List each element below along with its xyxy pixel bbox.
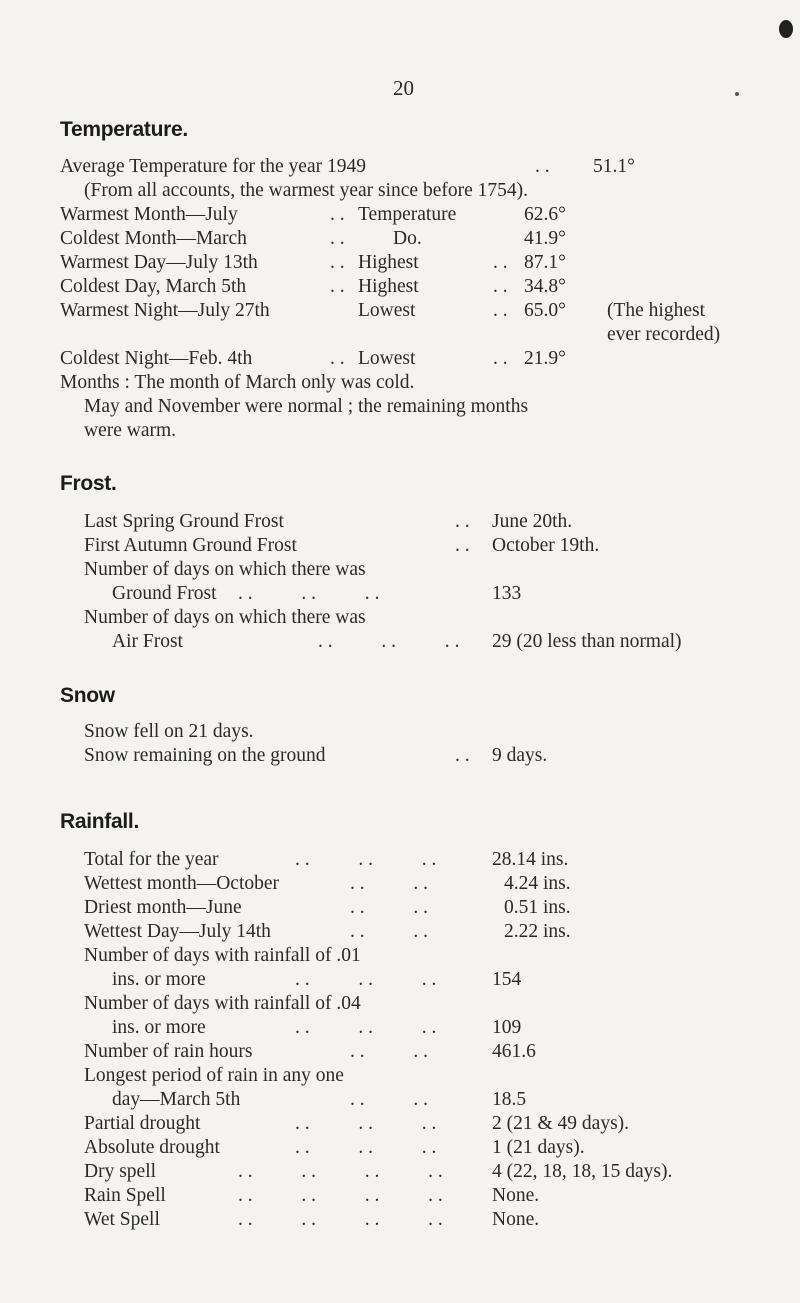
row-dots: . . [330,276,345,297]
row-value: 62.6° [524,204,566,225]
row-label: First Autumn Ground Frost [84,535,297,556]
row-label: Warmest Night—July 27th [60,300,270,321]
row-value: 0.51 ins. [504,897,571,918]
longest-label-1: Longest period of rain in any one [84,1065,344,1086]
rain-hours-dots: . . . . [350,1041,428,1062]
row-label: Warmest Month—July [60,204,238,225]
row-label: Coldest Month—March [60,228,247,249]
air-frost-label-1: Number of days on which there was [84,607,366,628]
row-value: None. [492,1185,540,1206]
row-dots: . . . . [350,873,428,894]
rain-hours-value: 461.6 [492,1041,536,1062]
row-dots: . . . . . . . . [238,1185,443,1206]
months-line-3: were warm. [84,420,177,441]
average-dots: . . [535,156,550,177]
row-value: 2 (21 & 49 days). [492,1113,630,1134]
snow-line-2-dots: . . [455,745,470,766]
days-04-label-1: Number of days with rainfall of .04 [84,993,361,1014]
row-value: 1 (21 days). [492,1137,585,1158]
row-label: Absolute drought [84,1137,220,1158]
average-value: 51.1° [593,156,635,177]
air-frost-dots: . . . . . . [318,631,460,652]
months-line-2: May and November were normal ; the remaining months [84,396,529,417]
row-measure: Highest [358,252,419,273]
row-dots: . . [330,204,345,225]
row-dots2: . . [493,300,508,321]
days-04-dots: . . . . . . [295,1017,437,1038]
snow-heading: Snow [60,684,115,707]
row-value: 34.8° [524,276,566,297]
frost-heading: Frost. [60,472,117,495]
row-value: 28.14 ins. [492,849,569,870]
row-dots: . . . . . . . . [238,1209,443,1230]
row-value: 65.0° [524,300,566,321]
row-label: Wettest month—October [84,873,280,894]
row-dots: . . . . . . [295,849,437,870]
row-value: October 19th. [492,535,600,556]
row-label: Dry spell [84,1161,157,1182]
warmest-night-note-1: (The highest [607,300,706,321]
air-frost-label-2: Air Frost [112,631,183,652]
row-dots2: . . [493,276,508,297]
row-measure: Do. [393,228,422,249]
row-dots: . . [330,252,345,273]
average-label: Average Temperature for the year 1949 [60,156,366,177]
row-value: 4.24 ins. [504,873,571,894]
ground-frost-value: 133 [492,583,522,604]
days-01-label-1: Number of days with rainfall of .01 [84,945,361,966]
row-label: Rain Spell [84,1185,166,1206]
row-label: Warmest Day—July 13th [60,252,258,273]
temperature-heading: Temperature. [60,118,188,141]
row-dots: . . . . . . . . [238,1161,443,1182]
temperature-note: (From all accounts, the warmest year since before 1754). [84,180,529,201]
row-value: June 20th. [492,511,573,532]
row-value: 21.9° [524,348,566,369]
row-measure: Lowest [358,300,416,321]
row-dots2: . . [493,252,508,273]
row-dots2: . . [493,348,508,369]
row-label: Total for the year [84,849,219,870]
row-measure: Temperature [358,204,457,225]
days-04-label-2: ins. or more [112,1017,206,1038]
rainfall-heading: Rainfall. [60,810,139,833]
rain-hours-label: Number of rain hours [84,1041,253,1062]
row-label: Coldest Day, March 5th [60,276,247,297]
days-04-value: 109 [492,1017,522,1038]
row-label: Partial drought [84,1113,201,1134]
row-label: Driest month—June [84,897,242,918]
ink-blot [779,20,793,38]
row-dots: . . . . . . [295,1113,437,1134]
page-number: 20 [393,76,414,100]
row-value: None. [492,1209,540,1230]
row-value: 87.1° [524,252,566,273]
row-dots: . . . . [350,897,428,918]
row-dots: . . [330,348,345,369]
row-value: 4 (22, 18, 18, 15 days). [492,1161,673,1182]
row-label: Wettest Day—July 14th [84,921,271,942]
row-value: 2.22 ins. [504,921,571,942]
longest-value: 18.5 [492,1089,527,1110]
row-dots: . . [455,511,470,532]
longest-label-2: day—March 5th [112,1089,241,1110]
ground-frost-dots: . . . . . . [238,583,380,604]
row-label: Coldest Night—Feb. 4th [60,348,253,369]
longest-dots: . . . . [350,1089,428,1110]
snow-line-2-label: Snow remaining on the ground [84,745,326,766]
days-01-value: 154 [492,969,522,990]
speck [735,92,739,96]
air-frost-value: 29 (20 less than normal) [492,631,682,652]
ground-frost-label-1: Number of days on which there was [84,559,366,580]
row-measure: Highest [358,276,419,297]
row-dots: . . [330,228,345,249]
row-dots: . . . . [350,921,428,942]
row-measure: Lowest [358,348,416,369]
snow-line-1: Snow fell on 21 days. [84,721,254,742]
row-label: Wet Spell [84,1209,160,1230]
months-line-1: Months : The month of March only was cold. [60,372,415,393]
warmest-night-note-2: ever recorded) [607,324,721,345]
snow-line-2-value: 9 days. [492,745,548,766]
days-01-label-2: ins. or more [112,969,206,990]
days-01-dots: . . . . . . [295,969,437,990]
row-value: 41.9° [524,228,566,249]
row-dots: . . . . . . [295,1137,437,1158]
row-dots: . . [455,535,470,556]
row-label: Last Spring Ground Frost [84,511,284,532]
ground-frost-label-2: Ground Frost [112,583,217,604]
